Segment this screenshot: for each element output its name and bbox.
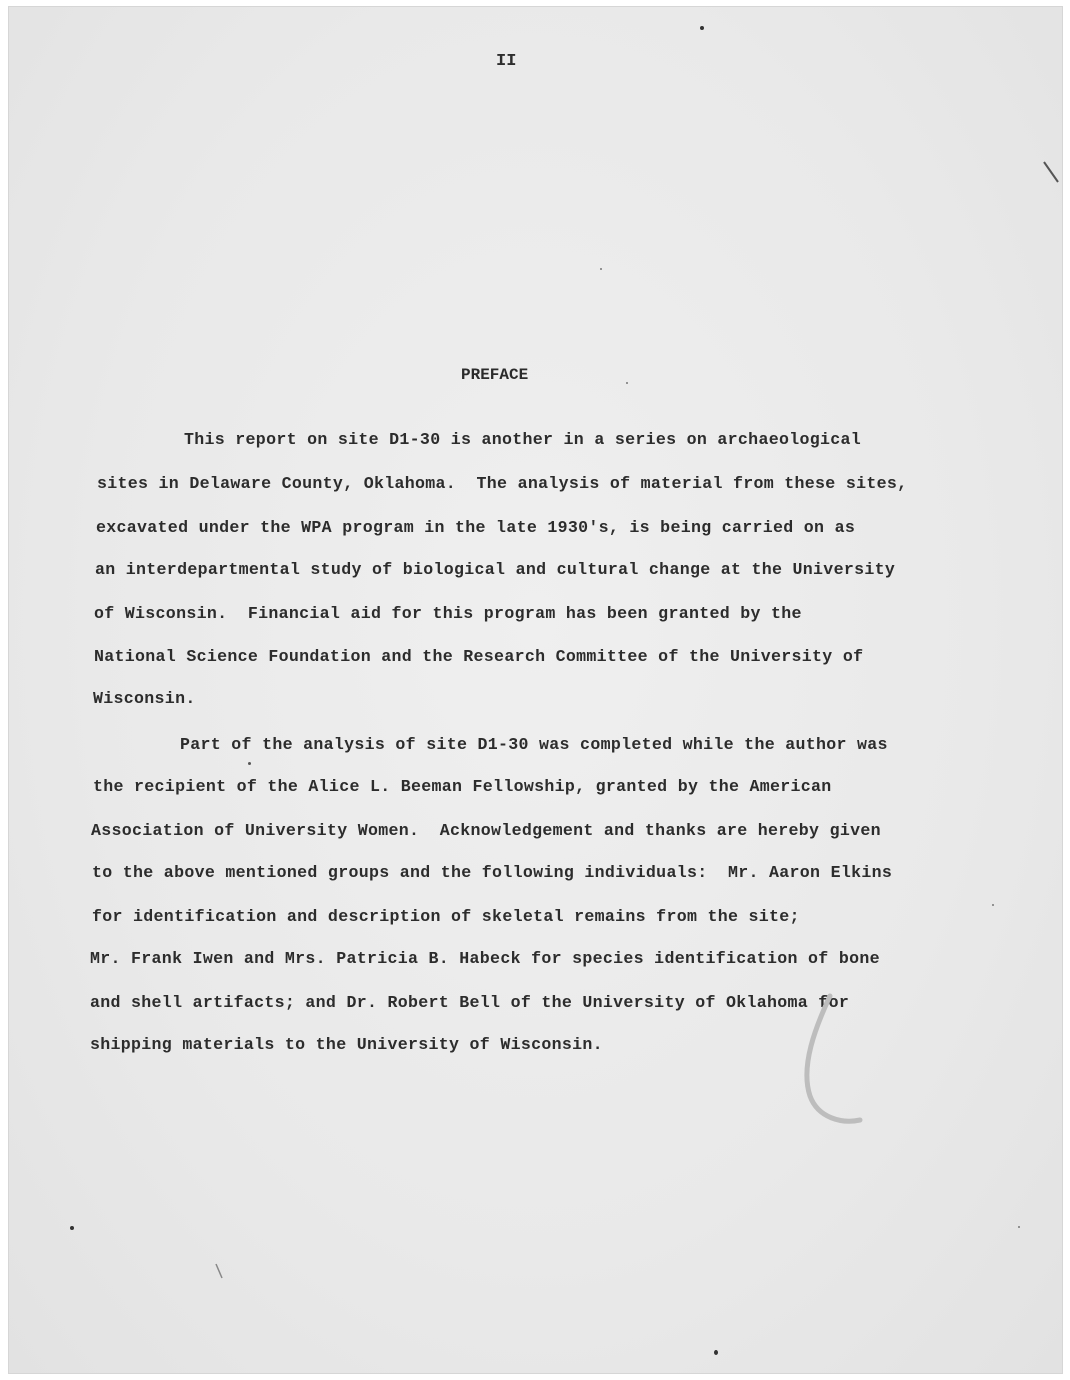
text-line: and shell artifacts; and Dr. Robert Bell of the University of Oklahoma for [90, 993, 850, 1012]
speck-icon [600, 268, 602, 270]
text-line: Mr. Frank Iwen and Mrs. Patricia B. Habeck for species identification of bone [90, 949, 880, 968]
speck-icon [248, 762, 251, 765]
speck-icon [626, 382, 628, 384]
text-line: excavated under the WPA program in the late 1930's, is being carried on as [96, 518, 856, 537]
text-line: shipping materials to the University of Wisconsin. [90, 1035, 603, 1054]
text-line: of Wisconsin. Financial aid for this program has been granted by the [94, 604, 802, 623]
text-line: Association of University Women. Acknowledgement and thanks are hereby given [91, 821, 881, 840]
text-line: for identification and description of skeletal remains from the site; [92, 907, 800, 926]
speck-icon [992, 904, 994, 906]
speck-icon [714, 1350, 718, 1355]
document-page [8, 6, 1063, 1374]
page-number: II [496, 52, 517, 71]
speck-icon [1018, 1226, 1020, 1228]
text-line: This report on site D1-30 is another in a series on archaeological [184, 430, 862, 449]
text-line: sites in Delaware County, Oklahoma. The analysis of material from these sites, [97, 474, 908, 493]
speck-icon [700, 26, 704, 30]
text-line: an interdepartmental study of biological and cultural change at the University [95, 560, 896, 579]
text-line: Wisconsin. [93, 689, 196, 708]
text-line: the recipient of the Alice L. Beeman Fellowship, granted by the American [93, 777, 832, 796]
text-line: National Science Foundation and the Research Committee of the University of [94, 647, 864, 666]
page-title: PREFACE [461, 366, 529, 384]
text-line: Part of the analysis of site D1-30 was completed while the author was [180, 735, 888, 754]
speck-icon [70, 1226, 74, 1230]
text-line: to the above mentioned groups and the following individuals: Mr. Aaron Elkins [92, 863, 893, 882]
